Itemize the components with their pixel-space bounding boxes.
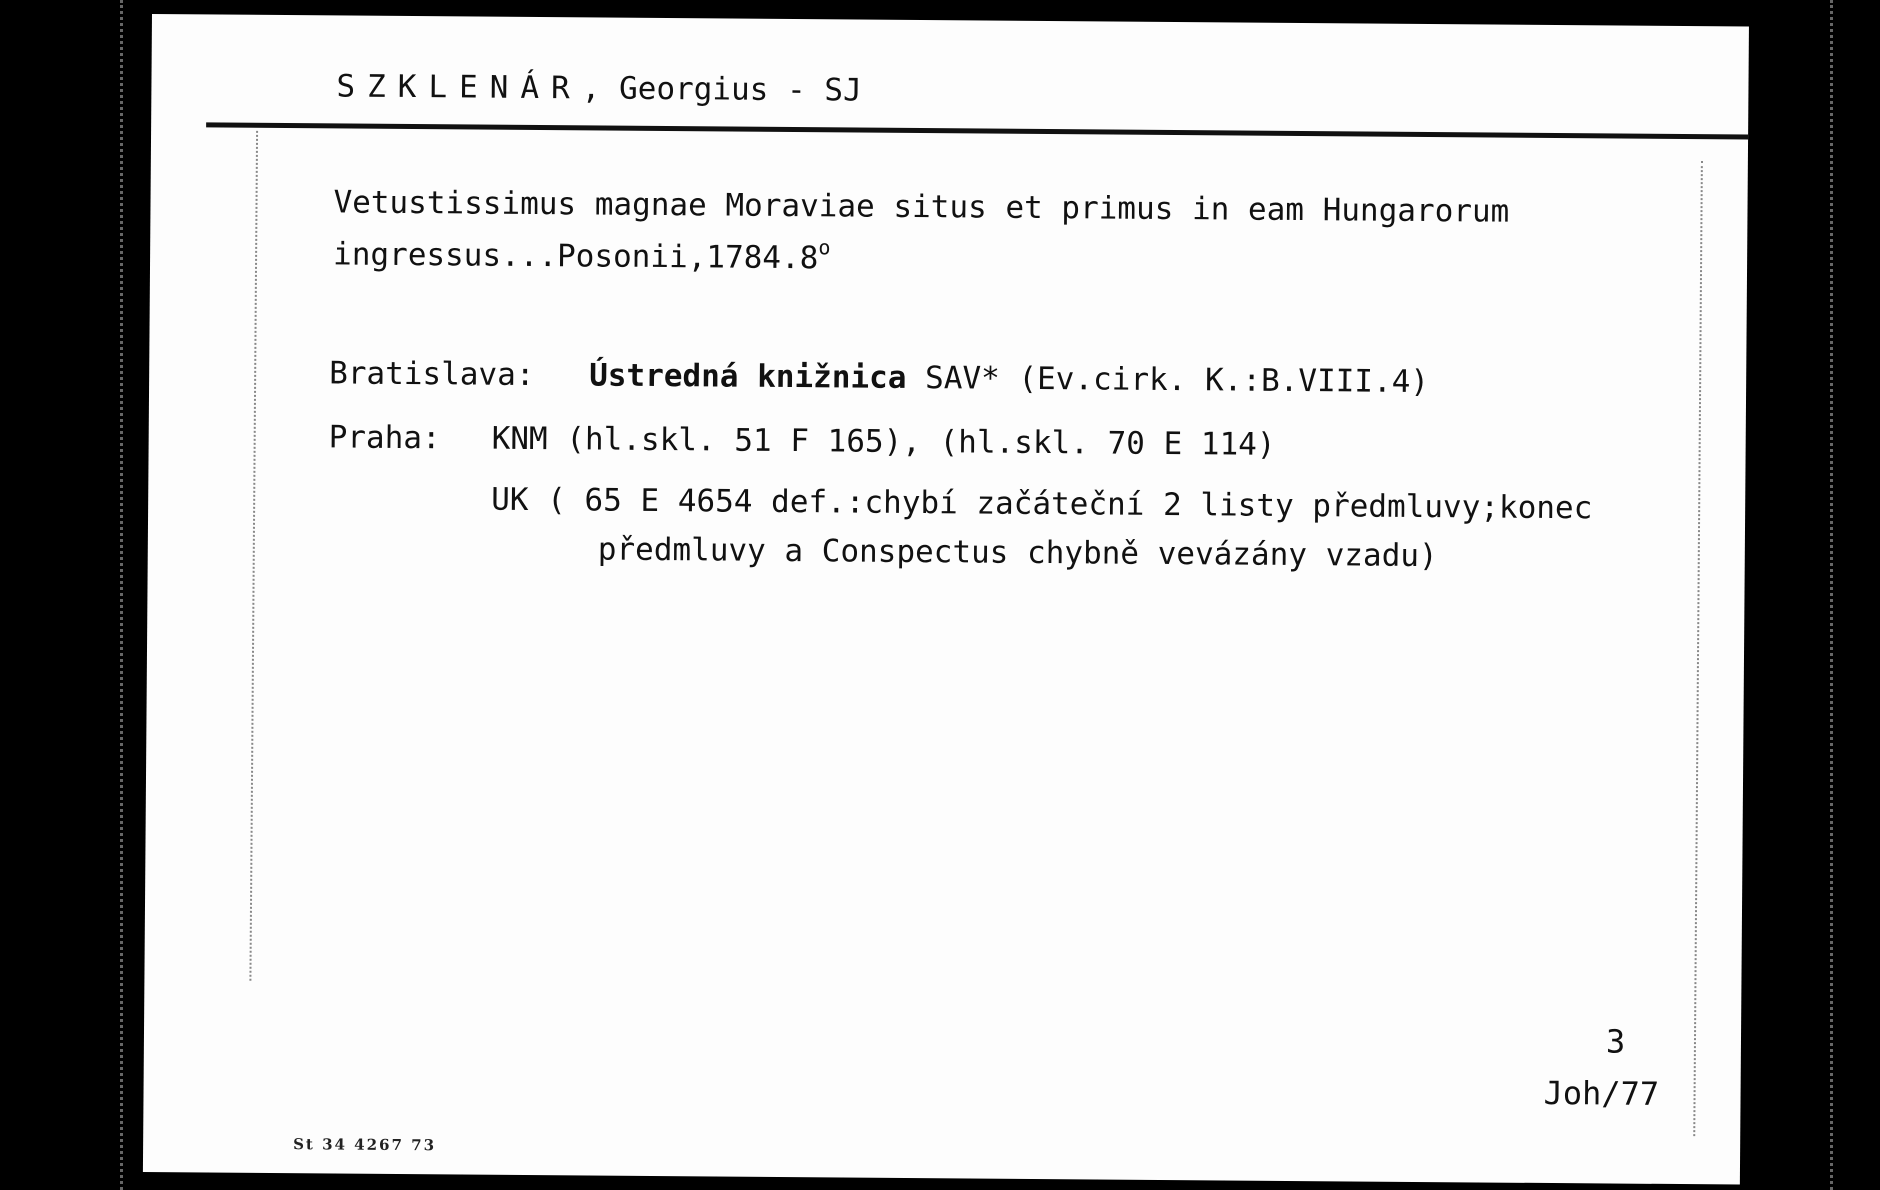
author-surname: SZKLENÁR	[336, 68, 582, 107]
author-forename: , Georgius - SJ	[581, 70, 862, 109]
heading-rule	[206, 122, 1748, 139]
title-line-2	[332, 233, 831, 277]
holding-praha-knm: KNM (hl.skl. 51 F 165), (hl.skl. 70 E 114)	[491, 420, 1276, 463]
card-frame-right	[1693, 161, 1703, 1136]
author-heading	[336, 68, 862, 109]
scan-edge-left	[120, 0, 123, 1190]
holding-bratislava-label: Bratislava:	[329, 355, 535, 394]
imprint-text: ingressus...Posonii,1784.8	[332, 236, 819, 277]
holding-praha-label: Praha:	[328, 419, 441, 457]
holding-praha-uk-line-2: předmluvy a Conspectus chybně vevázány vzadu)	[597, 531, 1438, 575]
title-line-1: Vetustissimus magnae Moraviae situs et primus in eam Hungarorum	[333, 184, 1510, 230]
holding-praha-uk-line-1: UK ( 65 E 4654 def.:chybí začáteční 2 listy předmluvy;konec	[491, 481, 1593, 527]
scan-edge-right	[1830, 0, 1833, 1190]
holding-bratislava-library: Ústredná knižnica	[589, 357, 907, 396]
holding-bratislava-shelfmark: SAV* (Ev.cirk. K.:B.VIII.4)	[924, 360, 1430, 401]
format-degree: o	[818, 235, 831, 260]
print-mark: St 34 4267 73	[293, 1135, 437, 1155]
holding-bratislava	[589, 357, 1430, 401]
cataloger-code: Joh/77	[1543, 1073, 1660, 1113]
card-frame-left	[249, 131, 258, 981]
card-number: 3	[1605, 1022, 1626, 1061]
catalog-card	[143, 14, 1749, 1185]
